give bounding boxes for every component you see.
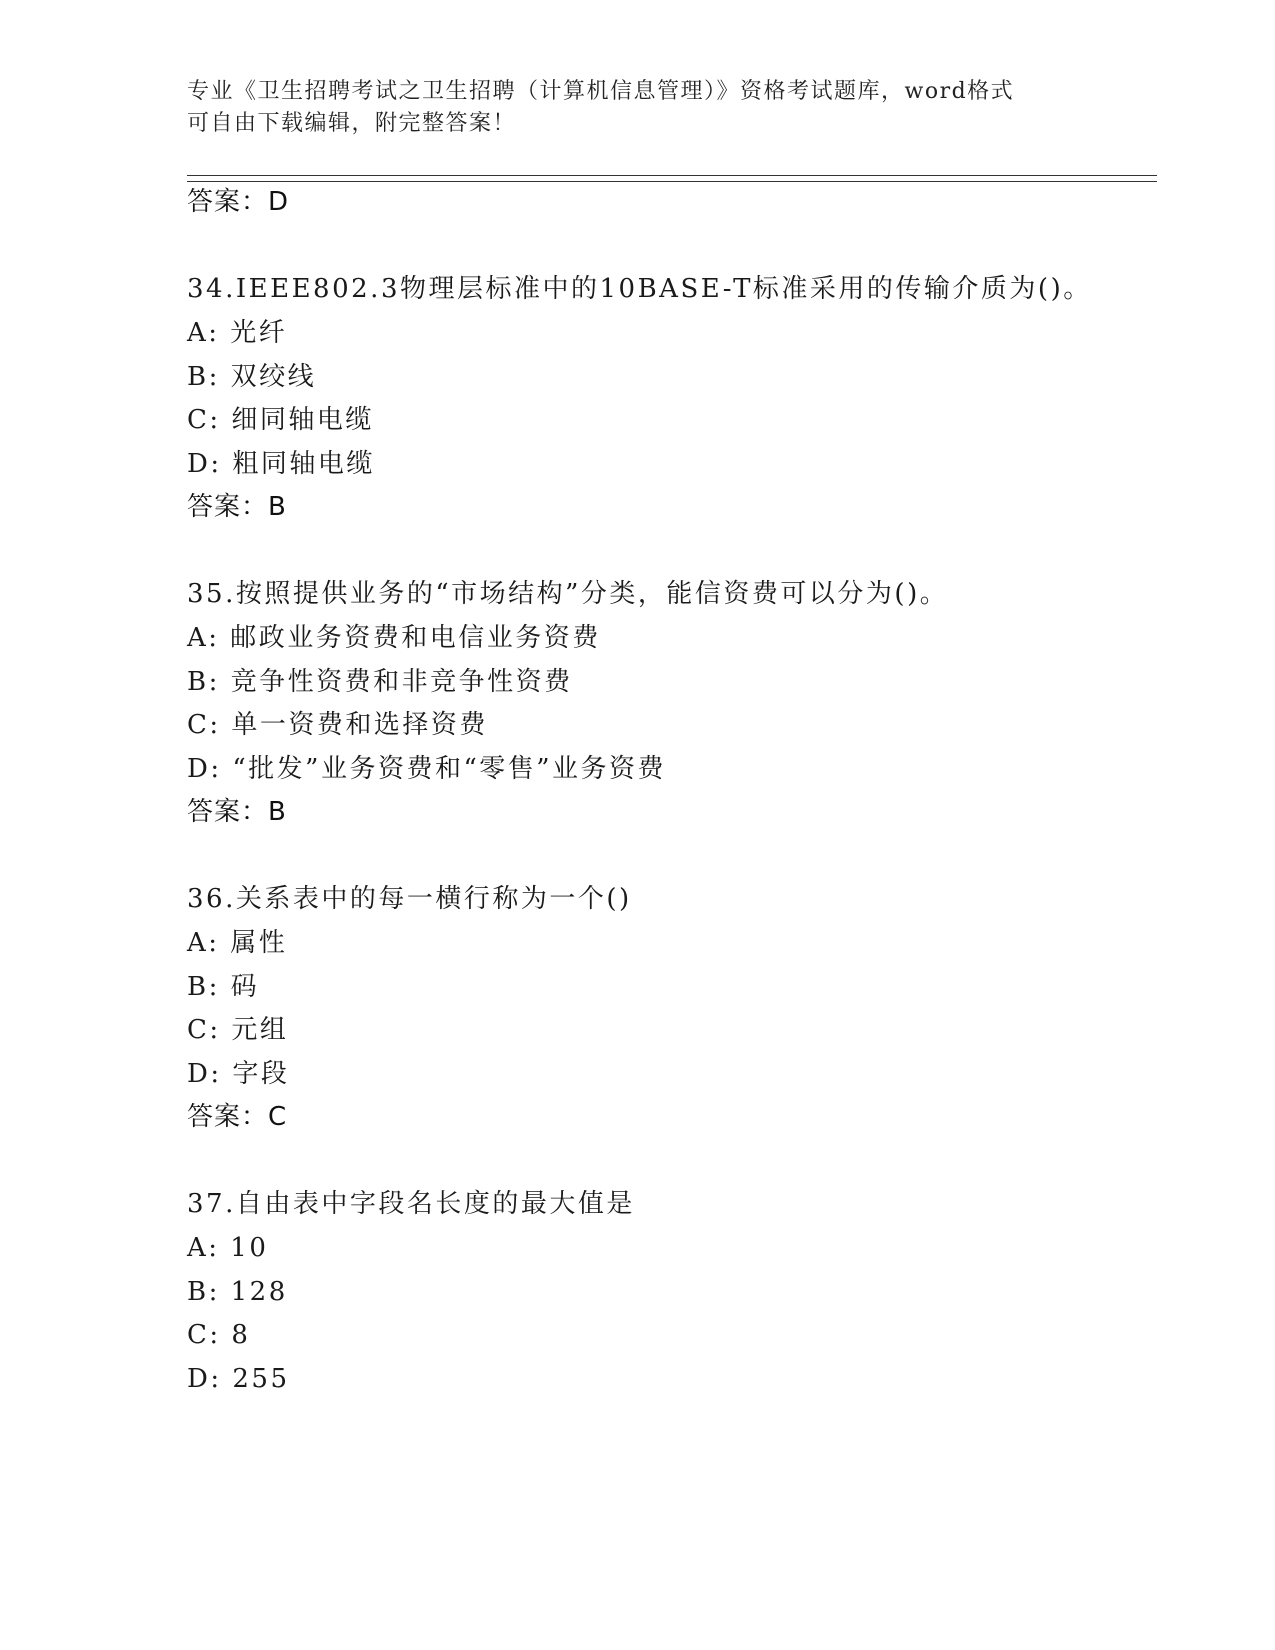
question-35 [187,577,1147,611]
header-line-1: 专业《卫生招聘考试之卫生招聘（计算机信息管理）》资格考试题库，word格式 [187,79,1015,104]
option-d: D: 255 [187,1364,290,1394]
option-a: A: 10 [187,1233,269,1263]
question-text: 36.关系表中的每一横行称为一个() [187,884,632,914]
answer: 答案：B [187,797,287,827]
question-text: 35.按照提供业务的“市场结构”分类，能信资费可以分为()。 [187,579,949,609]
option-c: C: 单一资费和选择资费 [187,710,488,740]
option-b: B: 竞争性资费和非竞争性资费 [187,667,573,697]
question-text: 37.自由表中字段名长度的最大值是 [187,1189,635,1219]
option-d: D: 字段 [187,1059,290,1089]
question-text: 34.IEEE802.3物理层标准中的10BASE-T标准采用的传输介质为()。 [187,274,1092,304]
previous-answer: 答案：D [187,187,290,217]
header-divider-top [187,175,1157,176]
option-d: D: “批发”业务资费和“零售”业务资费 [187,754,667,784]
option-a: A: 光纤 [187,318,288,348]
option-b: B: 码 [187,972,260,1002]
header-line-2: 可自由下载编辑，附完整答案！ [187,111,517,136]
answer: 答案：B [187,492,287,522]
option-b: B: 128 [187,1277,288,1307]
question-34 [187,272,1147,306]
option-b: B: 双绞线 [187,362,317,392]
option-d: D: 粗同轴电缆 [187,449,375,479]
option-c: C: 元组 [187,1015,289,1045]
question-36 [187,882,1147,916]
header-divider-bottom [187,181,1157,182]
option-c: C: 8 [187,1320,251,1350]
question-37 [187,1187,1147,1221]
option-a: A: 属性 [187,928,288,958]
document-header [187,76,1087,140]
answer: 答案：C [187,1102,288,1132]
option-a: A: 邮政业务资费和电信业务资费 [187,623,601,653]
option-c: C: 细同轴电缆 [187,405,374,435]
